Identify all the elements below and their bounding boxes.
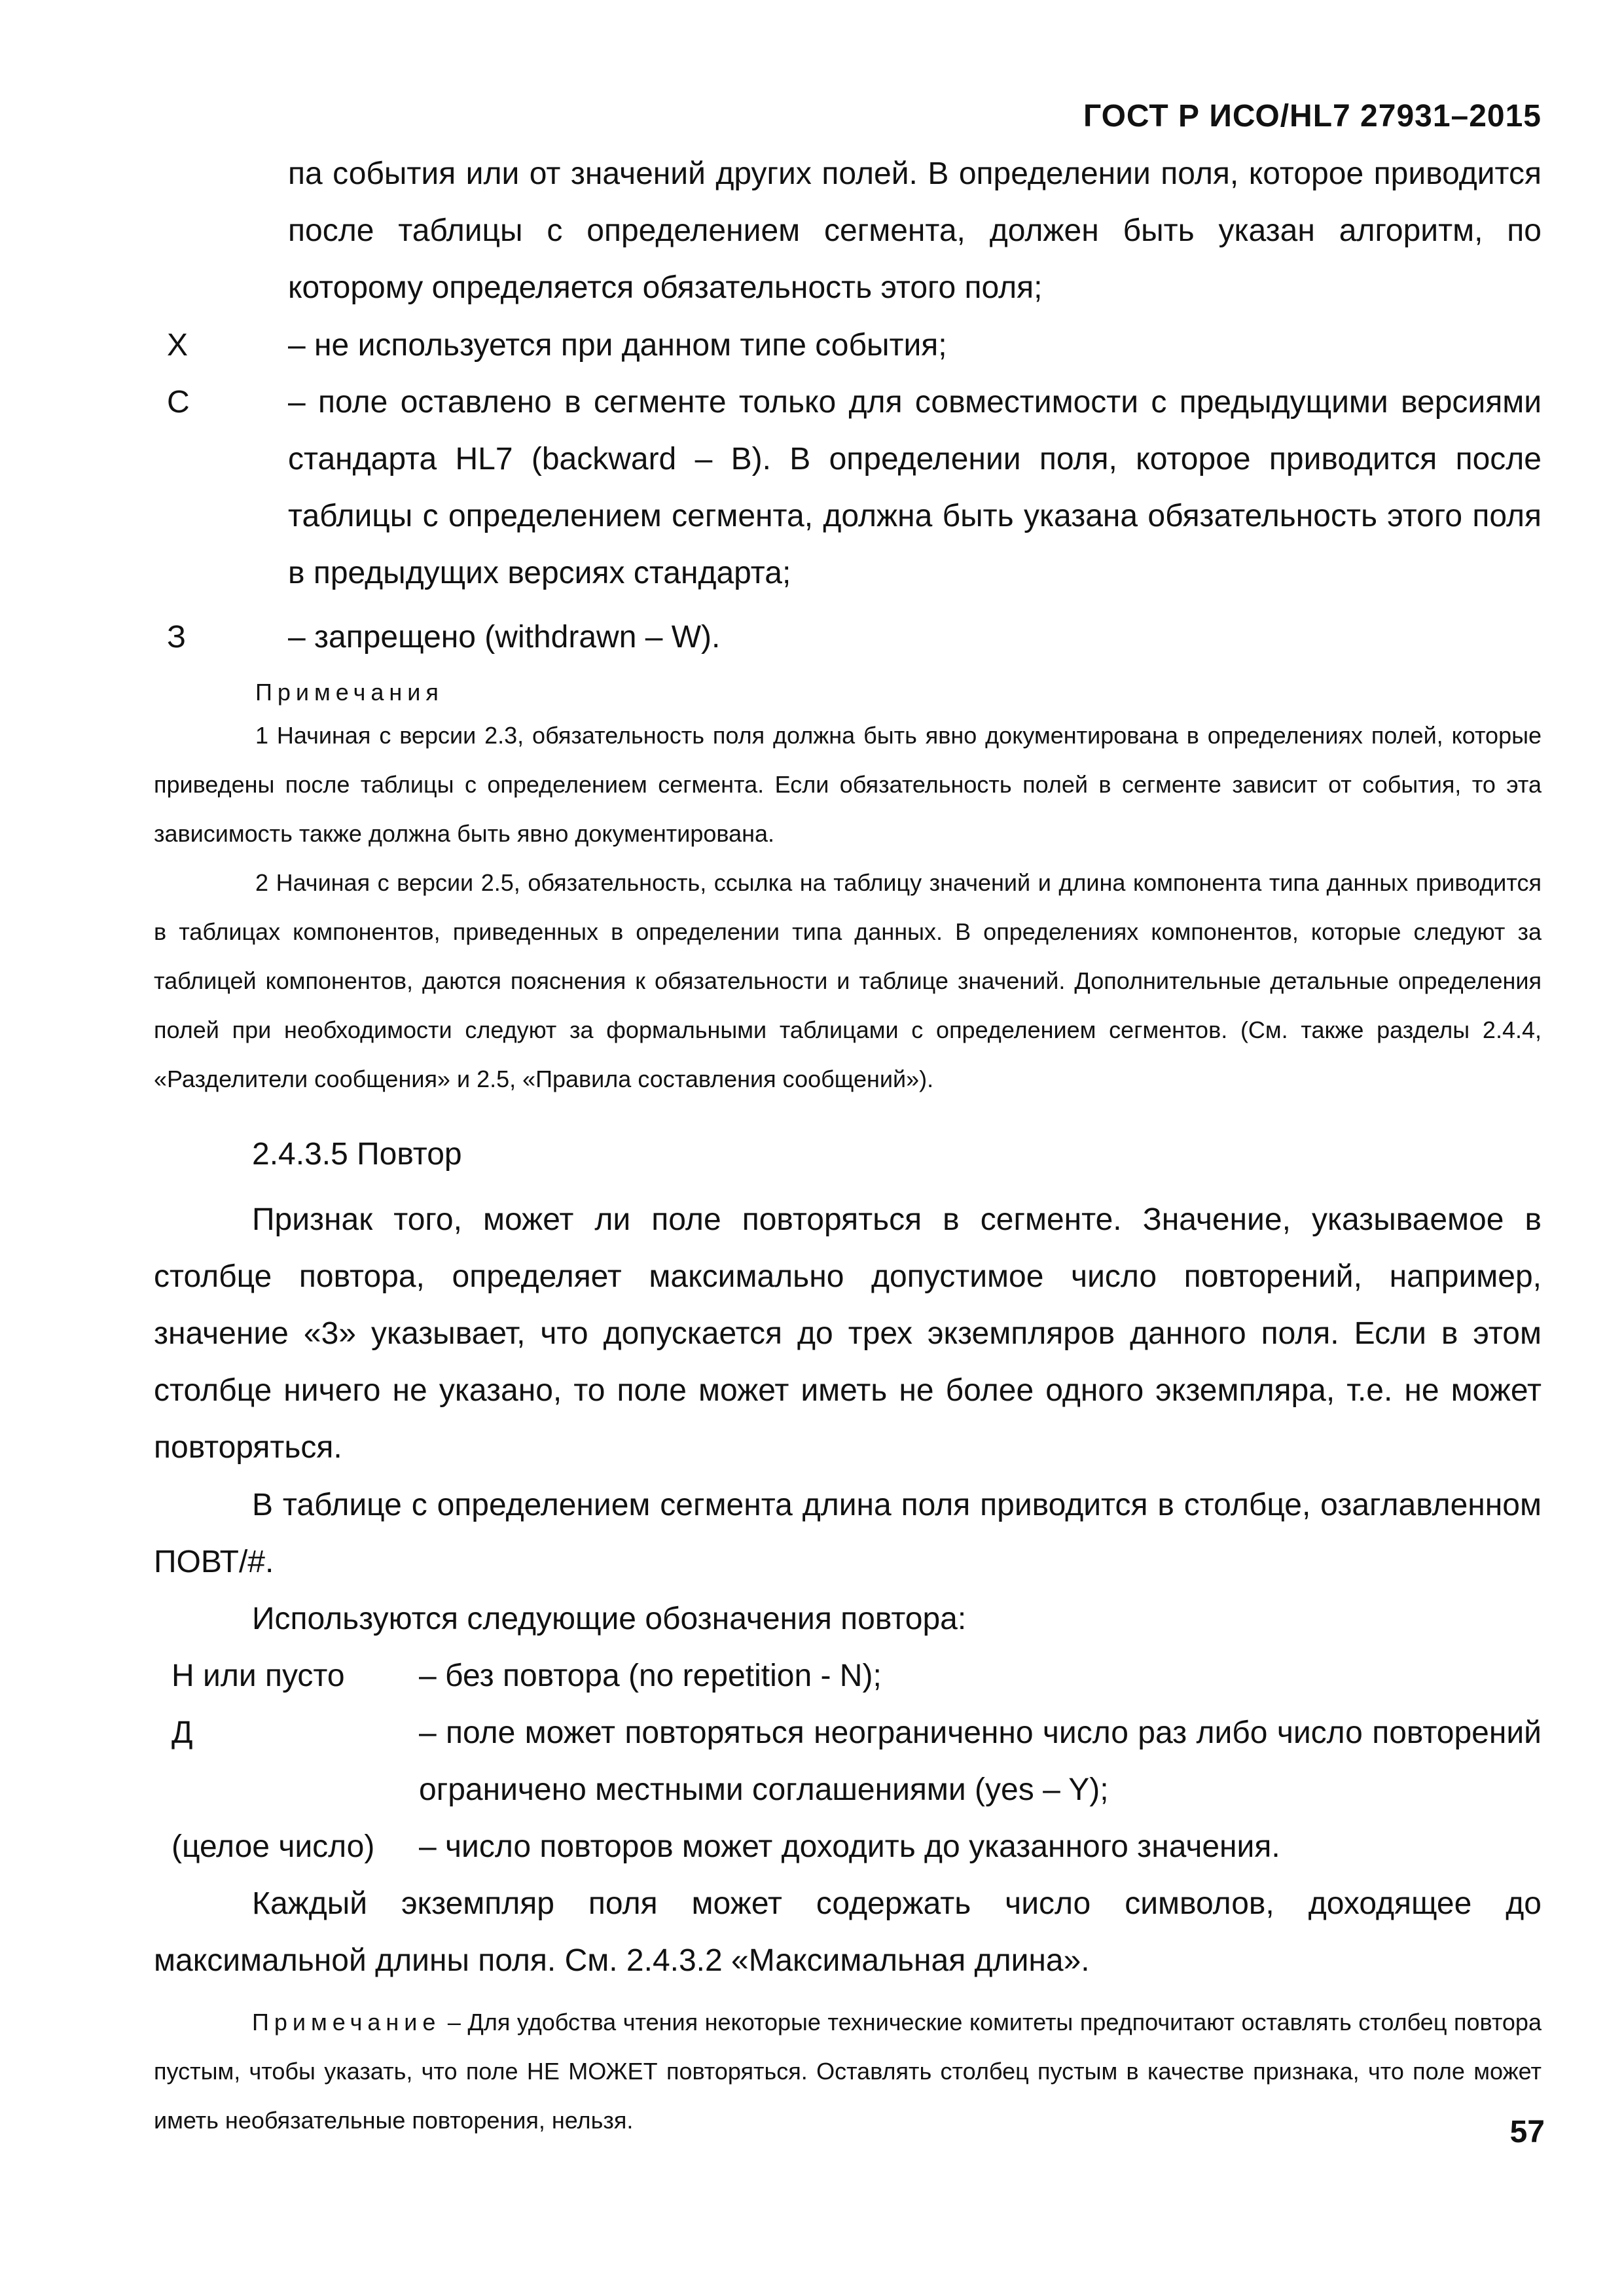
notes-title: Примечания bbox=[255, 679, 444, 706]
section-paragraph-2: В таблице с определением сегмента длина поля приводится в столбце, озаглавленном ПОВТ/#. bbox=[154, 1488, 1542, 1579]
optionality-text-x: – не используется при данном типе события; bbox=[288, 328, 947, 363]
optionality-code-w: З bbox=[167, 620, 186, 655]
note-2: 2 Начиная с версии 2.5, обязательность, ссылка на таблицу значений и длина компонента типа данных приводится в таблицах компонентов, приведенных в определении типа данных. В определениях компонентов, которые следуют за таблицей компонентов, даются пояснения к обязательности и таблице значений. Дополнительные детальные определения полей при необходимости следуют за формальными таблицами с определением сегментов. (См. также разделы 2.4.4, «Разделители сообщения» и 2.5, «Правила составления сообщений»). bbox=[154, 869, 1542, 1092]
final-note-text: – Для удобства чтения некоторые технические комитеты предпочитают оставлять столбец повтора пустым, чтобы указать, что поле НЕ МОЖЕТ повторяться. Оставлять столбец пустым в качестве признака, что поле может иметь необязательные повторения, нельзя. bbox=[154, 2009, 1542, 2134]
repetition-text-integer: – число повторов может доходить до указанного значения. bbox=[419, 1829, 1280, 1864]
repetition-text-none: – без повтора (no repetition - N); bbox=[419, 1659, 882, 1693]
optionality-code-x: X bbox=[167, 328, 189, 363]
optionality-text-w: – запрещено (withdrawn – W). bbox=[288, 620, 721, 655]
document-title: ГОСТ Р ИСО/HL7 27931–2015 bbox=[1083, 99, 1542, 134]
repetition-code-yes: Д bbox=[171, 1715, 193, 1750]
optionality-code-c: C bbox=[167, 385, 190, 420]
continuation-paragraph: па события или от значений других полей. В определении поля, которое приводится после таблицы с определением сегмента, должен быть указан алгоритм, по которому определяется обязательность этого поля; bbox=[288, 156, 1542, 305]
repetition-code-none: Н или пусто bbox=[171, 1659, 345, 1693]
page-number: 57 bbox=[1509, 2115, 1545, 2149]
section-heading: 2.4.3.5 Повтор bbox=[252, 1137, 462, 1172]
optionality-text-c: – поле оставлено в сегменте только для совместимости с предыдущими версиями стандарта HL7 (backward – B). В определении поля, которое приводится после таблицы с определением сегмента, должна быть указана обязательность этого поля в предыдущих версиях стандарта; bbox=[288, 385, 1542, 590]
final-note bbox=[154, 1998, 1542, 2145]
final-note-title: Примечание bbox=[252, 2009, 441, 2036]
repetition-code-integer: (целое число) bbox=[171, 1829, 375, 1864]
section-paragraph-4: Каждый экземпляр поля может содержать число символов, доходящее до максимальной длины поля. См. 2.4.3.2 «Максимальная длина». bbox=[154, 1886, 1542, 1978]
section-paragraph-3: Используются следующие обозначения повтора: bbox=[252, 1602, 967, 1636]
section-paragraph-1: Признак того, может ли поле повторяться в сегменте. Значение, указываемое в столбце повтора, определяет максимально допустимое число повторений, например, значение «3» указывает, что допускается до трех экземпляров данного поля. Если в этом столбце ничего не указано, то поле может иметь не более одного экземпляра, т.е. не может повторяться. bbox=[154, 1202, 1542, 1465]
repetition-text-yes: – поле может повторяться неограниченно число раз либо число повторений ограничено местными соглашениями (yes – Y); bbox=[419, 1715, 1542, 1807]
note-1: 1 Начиная с версии 2.3, обязательность поля должна быть явно документирована в определениях полей, которые приведены после таблицы с определением сегмента. Если обязательность полей в сегменте зависит от события, то эта зависимость также должна быть явно документирована. bbox=[154, 722, 1542, 847]
